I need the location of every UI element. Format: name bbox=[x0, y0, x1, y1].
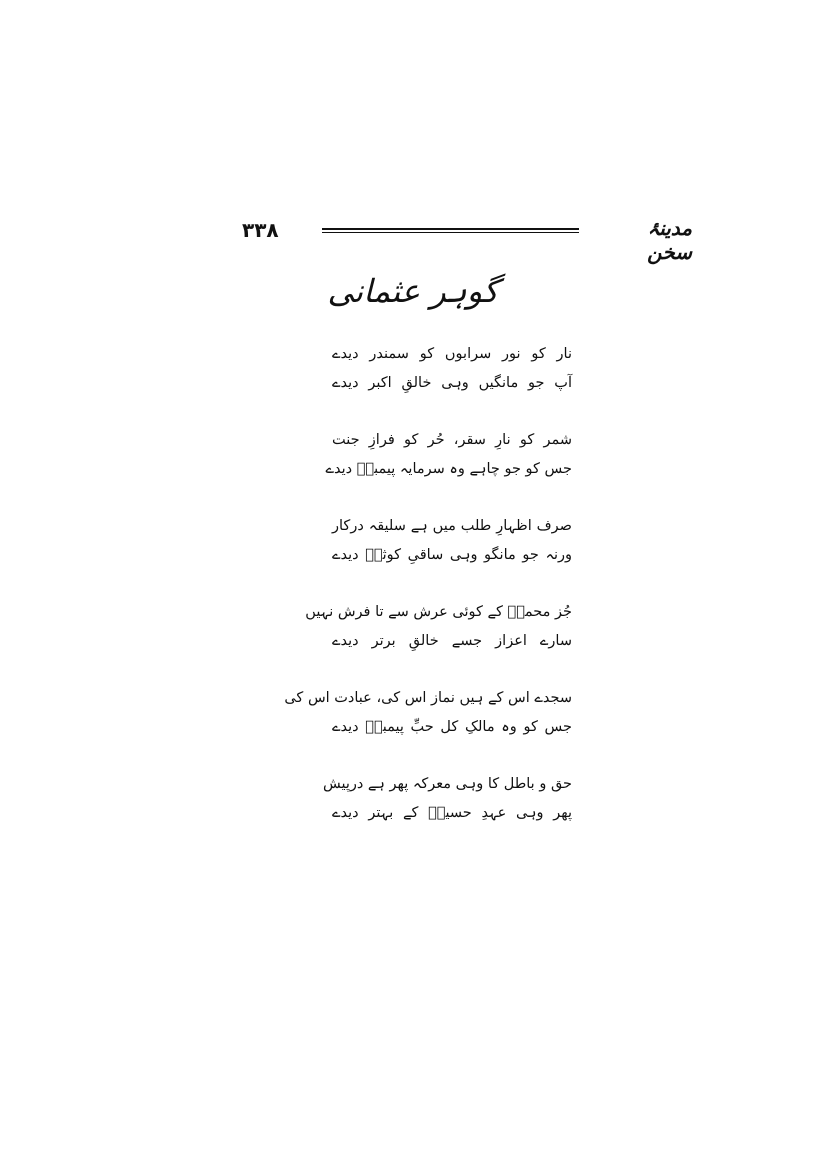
verse-line: آپ جو مانگیں وہی خالقِ اکبر دیدے bbox=[332, 375, 572, 391]
verse-line: سجدے اس کے ہیں نماز اس کی، عبادت اس کی bbox=[284, 690, 572, 706]
page-number: ۳۳۸ bbox=[242, 218, 279, 242]
couplet bbox=[332, 512, 572, 570]
poem bbox=[284, 340, 572, 856]
verse-line: شمر کو نارِ سقر، حُر کو فرازِ جنت bbox=[332, 432, 572, 448]
couplet bbox=[325, 426, 572, 484]
verse-line: جس کو جو چاہے وہ سرمایہ پیمبرؐ دیدے bbox=[325, 461, 572, 477]
couplet bbox=[332, 340, 572, 398]
verse-line: صرف اظہارِ طلب میں ہے سلیقہ درکار bbox=[332, 518, 572, 534]
couplet bbox=[305, 598, 572, 656]
header-rule bbox=[322, 228, 579, 233]
verse-line: حق و باطل کا وہی معرکہ پھر ہے درپیش bbox=[322, 776, 572, 792]
couplet bbox=[284, 684, 572, 742]
verse-line: نار کو نور سرابوں کو سمندر دیدے bbox=[332, 346, 572, 362]
page-header bbox=[0, 214, 826, 264]
verse-line: ورنہ جو مانگو وہی ساقیِ کوثرؓ دیدے bbox=[332, 547, 572, 563]
couplet bbox=[322, 770, 572, 828]
verse-line: جس کو وہ مالکِ کل حبِّ پیمبرؐ دیدے bbox=[332, 719, 572, 735]
verse-line: سارے اعزاز جسے خالقِ برتر دیدے bbox=[332, 633, 572, 649]
poet-name: گوہر عثمانی bbox=[327, 272, 499, 310]
verse-line: جُز محمدؐ کے کوئی عرش سے تا فرش نہیں bbox=[305, 604, 572, 620]
book-title: مدینۂ سخن bbox=[647, 216, 692, 264]
verse-line: پھر وہی عہدِ حسینؓ کے بہتر دیدے bbox=[332, 805, 572, 821]
